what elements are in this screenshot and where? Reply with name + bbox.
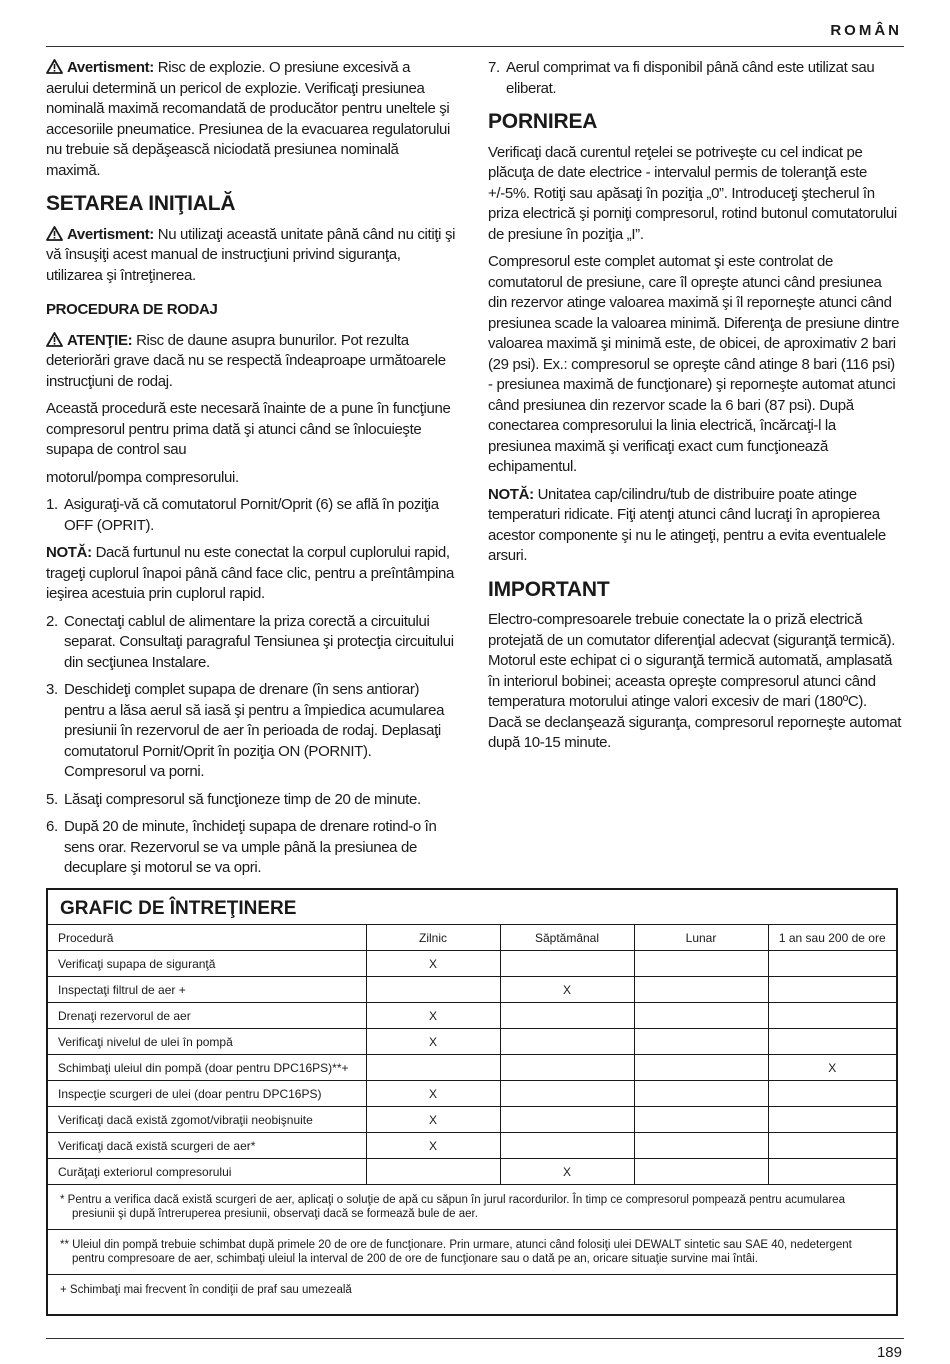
schedule-cell xyxy=(366,977,500,1003)
warning-triangle-icon xyxy=(46,59,63,74)
step-number: 7. xyxy=(488,59,500,76)
schedule-cell xyxy=(366,1055,500,1081)
table-row xyxy=(48,1133,896,1159)
schedule-cell: X xyxy=(366,1133,500,1159)
schedule-cell xyxy=(500,1107,634,1133)
step-number: 1. xyxy=(46,496,58,513)
schedule-cell xyxy=(634,1003,768,1029)
table-row xyxy=(48,1081,896,1107)
header-divider xyxy=(46,46,904,47)
footnote-oil-change: ** Uleiul din pompă trebuie schimbat după primele 20 de ore de funcţionare. Prin urmare, atunci când folosiţi ulei DEWALT sintetic sau SAE 40, nedetergent pentru compresoare de aer, schimbaţi uleiul la interval de 200 de ore de funcţionare sau o dată pe an, oricare situaţie survine mai întâi. xyxy=(48,1230,896,1275)
schedule-cell xyxy=(634,951,768,977)
schedule-cell: X xyxy=(366,1029,500,1055)
schedule-cell: X xyxy=(500,1159,634,1185)
step-text: Deschideţi complet supapa de drenare (în sens antiorar) pentru a lăsa aerul să iasă şi pentru a împiedica acumularea presiunii în rezervorul de aer în perioada de rodaj. Deplasaţi comutatorul Pornit/Oprit în poziţia ON (PORNIT). Compresorul va porni. xyxy=(64,681,445,780)
procedure-cell: Curăţaţi exteriorul compresorului xyxy=(48,1159,366,1185)
maintenance-notes xyxy=(48,1185,896,1305)
schedule-cell xyxy=(634,1159,768,1185)
important-heading: IMPORTANT xyxy=(488,577,610,601)
step-7 xyxy=(488,58,902,99)
schedule-cell xyxy=(768,1029,896,1055)
schedule-cell: X xyxy=(768,1055,896,1081)
table-row xyxy=(48,1003,896,1029)
step-3 xyxy=(46,680,456,783)
coupler-note xyxy=(46,543,456,605)
caution-label: ATENŢIE: xyxy=(67,331,133,349)
column-header: Lunar xyxy=(634,925,768,951)
step-5 xyxy=(46,790,456,811)
footnote-air-leaks: * Pentru a verifica dacă există scurgeri de aer, aplicaţi o soluţie de apă cu săpun în jurul racordurilor. În timp ce compresorul pompează pentru acumularea presiunii şi după întreruperea presiunii, observaţi dacă se formează bule de aer. xyxy=(48,1185,896,1230)
schedule-cell xyxy=(500,1055,634,1081)
note-label: NOTĂ: xyxy=(46,544,92,561)
step-number: 5. xyxy=(46,790,58,808)
step-text: Asiguraţi-vă că comutatorul Pornit/Oprit (6) se află în poziţia OFF (OPRIT). xyxy=(64,496,439,534)
manual-warning xyxy=(46,225,456,287)
table-row xyxy=(48,951,896,977)
maintenance-table xyxy=(48,924,896,1185)
important-paragraph: Electro-compresoarele trebuie conectate la o priză electrică protejată de un comutator diferenţial adecvat (siguranţă termică). Motorul este echipat ci o siguranţă termică automată, amplasată în interiorul bobinei; aceasta opreşte compresorul atunci când temperatura motorului atinge valori excesiv de mari (180ºC). Dacă se declanşează siguranţa, compresorul reporneşte automat după 10-15 minute. xyxy=(488,611,902,751)
warning-label: Avertisment: xyxy=(67,59,154,76)
step-number: 2. xyxy=(46,612,58,630)
caution-notice xyxy=(46,331,456,393)
note-text: Unitatea cap/cilindru/tub de distribuire poate atinge temperaturi ridicate. Fiţi atenţi atunci când lucraţi în apropierea acestor componente şi nu le atingeţi, pentru a evita eventualele arsuri. xyxy=(488,485,886,564)
table-row xyxy=(48,977,896,1003)
schedule-cell xyxy=(634,977,768,1003)
language-label: ROMÂN xyxy=(830,22,902,39)
warning-triangle-icon xyxy=(46,226,63,241)
procedure-cell: Verificaţi dacă există scurgeri de aer* xyxy=(48,1133,366,1159)
rodaj-intro: Această procedură este necesară înainte de a pune în funcţiune compresorul pentru prima dată şi atunci când se înlocuieşte supapa de control sau xyxy=(46,400,451,458)
step-text: După 20 de minute, închideţi supapa de drenare rotind-o în sens orar. Rezervorul se va umple până la presiunea de decuplare şi motorul se va opri. xyxy=(64,818,437,876)
schedule-cell xyxy=(768,1159,896,1185)
schedule-cell xyxy=(634,1029,768,1055)
right-column xyxy=(488,58,902,761)
table-row xyxy=(48,1107,896,1133)
note-label: NOTĂ: xyxy=(488,485,534,503)
left-column xyxy=(46,58,456,886)
schedule-cell xyxy=(768,1133,896,1159)
procedure-cell: Verificaţi dacă există zgomot/vibraţii neobişnuite xyxy=(48,1107,366,1133)
footnote-dust-humidity: + Schimbaţi mai frecvent în condiţii de praf sau umezeală xyxy=(60,1284,352,1296)
schedule-cell: X xyxy=(366,1081,500,1107)
note-text: Dacă furtunul nu este conectat la corpul cuplorului rapid, trageţi cuplorul înapoi până când face clic, pentru a preîntâmpina ieşirea acestuia prin cuplorul rapid. xyxy=(46,544,455,602)
procedure-cell: Inspecţie scurgeri de ulei (doar pentru DPC16PS) xyxy=(48,1081,366,1107)
column-header: 1 an sau 200 de ore xyxy=(768,925,896,951)
footer-divider xyxy=(46,1338,904,1339)
rodaj-heading: PROCEDURA DE RODAJ xyxy=(46,301,218,318)
start-paragraph-1: Verificaţi dacă curentul reţelei se potriveşte cu cel indicat pe plăcuţa de date electrice - intervalul permis de toleranţă este +/-5%. Rotiţi sau apăsaţi în poziţia „0”. Introduceţi ştecherul în priza electrică şi porniţi compresorul, rotind butonul comutatorului de presiune în poziţia „I”. xyxy=(488,143,897,243)
warning-label: Avertisment: xyxy=(67,225,154,243)
maintenance-chart-title: GRAFIC DE ÎNTREŢINERE xyxy=(60,898,297,919)
schedule-cell xyxy=(500,1029,634,1055)
schedule-cell: X xyxy=(366,951,500,977)
step-text: Aerul comprimat va fi disponibil până când este utilizat sau eliberat. xyxy=(506,59,875,97)
column-header: Săptămânal xyxy=(500,925,634,951)
column-header: Procedură xyxy=(48,925,366,951)
schedule-cell xyxy=(768,977,896,1003)
schedule-cell xyxy=(634,1081,768,1107)
schedule-cell xyxy=(500,1133,634,1159)
table-row xyxy=(48,1159,896,1185)
schedule-cell: X xyxy=(366,1003,500,1029)
rodaj-intro-continued: motorul/pompa compresorului. xyxy=(46,468,239,486)
schedule-cell xyxy=(366,1159,500,1185)
schedule-cell xyxy=(768,1107,896,1133)
start-heading: PORNIREA xyxy=(488,110,598,133)
procedure-cell: Drenaţi rezervorul de aer xyxy=(48,1003,366,1029)
step-text: Conectaţi cablul de alimentare la priza corectă a circuitului separat. Consultaţi paragraful Tensiunea şi protecţia circuitului din secţiunea Instalare. xyxy=(64,612,454,671)
table-row xyxy=(48,1055,896,1081)
schedule-cell xyxy=(634,1107,768,1133)
step-2 xyxy=(46,612,456,674)
step-number: 3. xyxy=(46,681,58,698)
explosion-warning xyxy=(46,58,456,181)
page-number: 189 xyxy=(876,1344,902,1361)
table-header-row xyxy=(48,925,896,951)
schedule-cell xyxy=(768,1003,896,1029)
step-6 xyxy=(46,817,456,879)
schedule-cell: X xyxy=(500,977,634,1003)
warning-text: Nu utilizaţi această unitate până când nu citiţi şi vă însuşiţi acest manual de instrucţiuni privind siguranţa, utilizarea şi întreţinerea. xyxy=(46,225,456,284)
start-paragraph-2: Compresorul este complet automat şi este controlat de comutatorul de presiune, care îl opreşte atunci când presiunea din rezervor atinge valoarea maximă şi îl reporneşte atunci când presiunea scade la valoarea minimă. Diferenţa de presiune dintre valoarea maximă şi minimă este, de obicei, de aproximativ 2 bari (29 psi). Ex.: compresorul se opreşte când atinge 8 bari (116 psi) - presiunea maximă de funcţionare) şi reporneşte automat atunci când presiunea din rezervor scade la 6 bari (87 psi). După conectarea compresorului la linia electrică, încărcaţi-l la presiunea maximă şi verificaţi exact cum funcţionează echipamentul. xyxy=(488,253,900,475)
maintenance-chart xyxy=(46,888,898,1316)
procedure-cell: Verificaţi supapa de siguranţă xyxy=(48,951,366,977)
schedule-cell xyxy=(500,951,634,977)
schedule-cell: X xyxy=(366,1107,500,1133)
column-header: Zilnic xyxy=(366,925,500,951)
temperature-note xyxy=(488,485,902,567)
step-number: 6. xyxy=(46,818,58,835)
schedule-cell xyxy=(500,1003,634,1029)
step-1 xyxy=(46,495,456,536)
procedure-cell: Schimbaţi uleiul din pompă (doar pentru DPC16PS)**+ xyxy=(48,1055,366,1081)
caution-text: Risc de daune asupra bunurilor. Pot rezulta deteriorări grave dacă nu se respectă îndeaproape următoarele instrucţiuni de rodaj. xyxy=(46,331,446,390)
schedule-cell xyxy=(500,1081,634,1107)
schedule-cell xyxy=(634,1055,768,1081)
setup-heading: SETAREA INIŢIALĂ xyxy=(46,192,236,215)
schedule-cell xyxy=(768,1081,896,1107)
procedure-cell: Verificaţi nivelul de ulei în pompă xyxy=(48,1029,366,1055)
warning-text: Risc de explozie. O presiune excesivă a aerului determină un pericol de explozie. Verificaţi presiunea nominală maximă recomandată de producător pentru uneltele şi accesoriile pneumatice. Presiunea de la evacuarea regulatorului nu trebuie să depăşească niciodată presiunea nominală maximă. xyxy=(46,59,451,179)
warning-triangle-icon xyxy=(46,332,63,347)
procedure-cell: Inspectaţi filtrul de aer + xyxy=(48,977,366,1003)
table-row xyxy=(48,1029,896,1055)
schedule-cell xyxy=(634,1133,768,1159)
schedule-cell xyxy=(768,951,896,977)
step-text: Lăsaţi compresorul să funcţioneze timp de 20 de minute. xyxy=(64,790,421,808)
